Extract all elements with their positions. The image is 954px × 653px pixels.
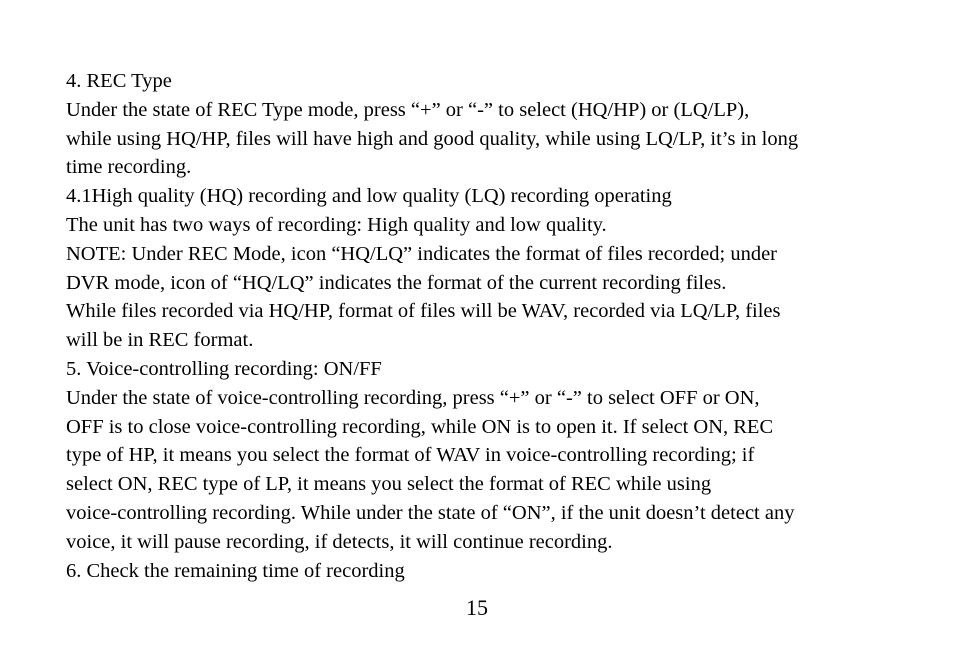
note-line: NOTE: Under REC Mode, icon “HQ/LQ” indicates the format of files recorded; under xyxy=(66,242,778,265)
paragraph-line: Under the state of REC Type mode, press “+” or “-” to select (HQ/HP) or (LQ/LP), xyxy=(66,98,750,121)
paragraph-line: The unit has two ways of recording: High quality and low quality. xyxy=(66,213,607,236)
paragraph-line: will be in REC format. xyxy=(66,329,254,352)
paragraph-line: voice, it will pause recording, if detects, it will continue recording. xyxy=(66,530,613,553)
page-body-text xyxy=(66,67,926,585)
paragraph-line: voice-controlling recording. While under the state of “ON”, if the unit doesn’t detect any xyxy=(66,501,795,524)
section-heading-remaining-time: 6. Check the remaining time of recording xyxy=(66,559,405,582)
page-number: 15 xyxy=(466,595,488,620)
section-heading-hq-lq: 4.1High quality (HQ) recording and low quality (LQ) recording operating xyxy=(66,185,672,208)
section-heading-rec-type: 4. REC Type xyxy=(66,70,172,92)
paragraph-line: time recording. xyxy=(66,156,192,179)
paragraph-line: Under the state of voice-controlling recording, press “+” or “-” to select OFF or ON, xyxy=(66,386,760,409)
note-line: DVR mode, icon of “HQ/LQ” indicates the format of the current recording files. xyxy=(66,271,727,294)
paragraph-line: While files recorded via HQ/HP, format of files will be WAV, recorded via LQ/LP, files xyxy=(66,300,781,323)
paragraph-line: select ON, REC type of LP, it means you select the format of REC while using xyxy=(66,473,712,496)
paragraph-line: OFF is to close voice-controlling recording, while ON is to open it. If select ON, REC xyxy=(66,415,774,438)
paragraph-line: while using HQ/HP, files will have high and good quality, while using LQ/LP, it’s in long xyxy=(66,127,799,150)
section-heading-voice-control: 5. Voice-controlling recording: ON/FF xyxy=(66,357,382,380)
paragraph-line: type of HP, it means you select the format of WAV in voice-controlling recording; if xyxy=(66,444,755,467)
